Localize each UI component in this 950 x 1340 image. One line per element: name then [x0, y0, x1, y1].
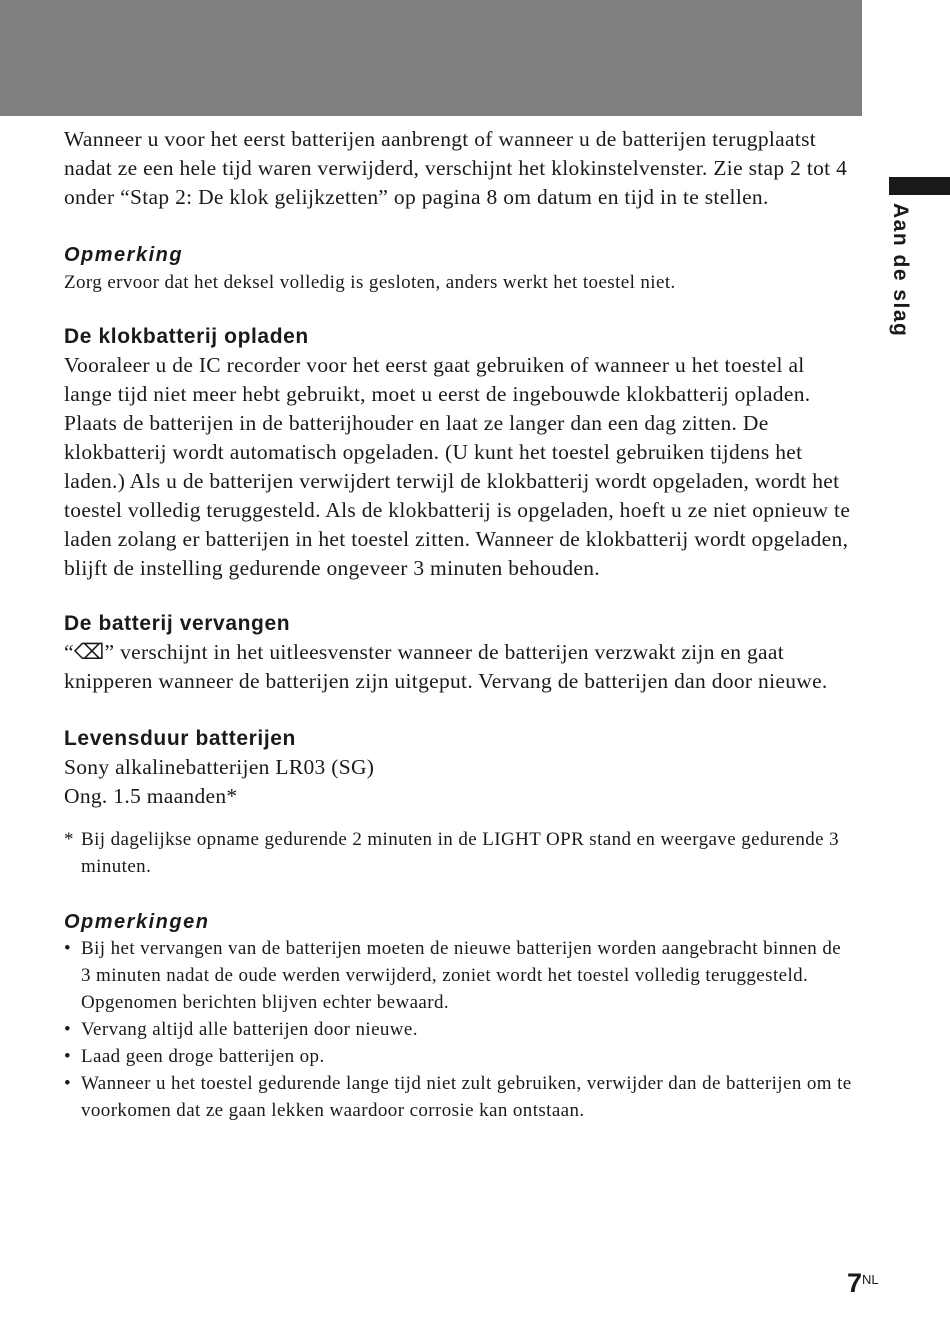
footnote-mark: *: [64, 829, 74, 850]
note-heading: Opmerking: [64, 244, 184, 266]
clock-battery-heading: De klokbatterij opladen: [64, 325, 309, 348]
page-number-value: 7: [847, 1268, 863, 1298]
intro-paragraph: Wanneer u voor het eerst batterijen aanbrengt of wanneer u de batterijen terugplaatst nadat ze een hele tijd waren verwijderd, verschijnt het klokinstelvenster. Zie stap 2 tot 4 onder “Stap 2: De klok gelijkzetten” op pagina 8 om datum en tijd in te stellen.: [64, 127, 848, 209]
list-item: [64, 1070, 854, 1124]
battery-life-duration: Ong. 1.5 maanden*: [64, 784, 238, 808]
footnote: [64, 826, 854, 880]
page-content: [64, 125, 854, 1124]
page-number: [847, 1268, 879, 1299]
section-tab-marker: [889, 177, 950, 195]
list-item: [64, 1016, 854, 1043]
replace-battery-heading: De batterij vervangen: [64, 612, 291, 635]
battery-life-type: Sony alkalinebatterijen LR03 (SG): [64, 755, 375, 779]
page-language-code: NL: [862, 1272, 879, 1287]
replace-battery-text: “⌫” verschijnt in het uitleesvenster wanneer de batterijen verzwakt zijn en gaat knipperen wanneer de batterijen zijn uitgeput. Vervang de batterijen dan door nieuwe.: [64, 640, 828, 693]
bullet-icon: •: [64, 1073, 72, 1094]
list-item-text: Laad geen droge batterijen op.: [81, 1046, 325, 1067]
list-item: [64, 1043, 854, 1070]
header-band: [0, 0, 862, 116]
notes-heading: Opmerkingen: [64, 911, 210, 933]
footnote-text: Bij dagelijkse opname gedurende 2 minuten in de LIGHT OPR stand en weergave gedurende 3 minuten.: [81, 829, 840, 877]
battery-life-heading: Levensduur batterijen: [64, 727, 296, 750]
bullet-icon: •: [64, 1019, 72, 1040]
list-item-text: Bij het vervangen van de batterijen moeten de nieuwe batterijen worden aangebracht binnen de 3 minuten nadat de oude werden verwijderd, zoniet wordt het toestel volledig teruggesteld.: [81, 938, 842, 986]
notes-list: [64, 935, 854, 1124]
list-item-text: Wanneer u het toestel gedurende lange tijd niet zult gebruiken, verwijder dan de batterijen om te voorkomen dat ze gaan lekken waardoor corrosie kan ontstaan.: [81, 1073, 852, 1121]
note-text: Zorg ervoor dat het deksel volledig is gesloten, anders werkt het toestel niet.: [64, 272, 676, 293]
list-item-extra: Opgenomen berichten blijven echter bewaard.: [81, 992, 450, 1013]
list-item: [64, 935, 854, 1016]
bullet-icon: •: [64, 1046, 72, 1067]
clock-battery-text: Vooraleer u de IC recorder voor het eerst gaat gebruiken of wanneer u het toestel al lange tijd niet meer hebt gebruikt, moet u eerst de ingebouwde klokbatterij opladen. Plaats de batterijen in de batterijhouder en laat ze langer dan een dag zitten. De klokbatterij wordt automatisch opgeladen. (U kunt het toestel gebruiken tijdens het laden.) Als u de batterijen verwijdert terwijl de klokbatterij wordt opgeladen, wordt het toestel volledig teruggesteld. Als de klokbatterij is opgeladen, hoeft u ze niet opnieuw te laden zolang er batterijen in het toestel zitten. Wanneer de klokbatterij wordt opgeladen, blijft de instelling gedurende ongeveer 3 minuten behouden.: [64, 353, 851, 580]
bullet-icon: •: [64, 938, 72, 959]
list-item-text: Vervang altijd alle batterijen door nieuwe.: [81, 1019, 418, 1040]
section-tab-label: Aan de slag: [889, 203, 912, 338]
